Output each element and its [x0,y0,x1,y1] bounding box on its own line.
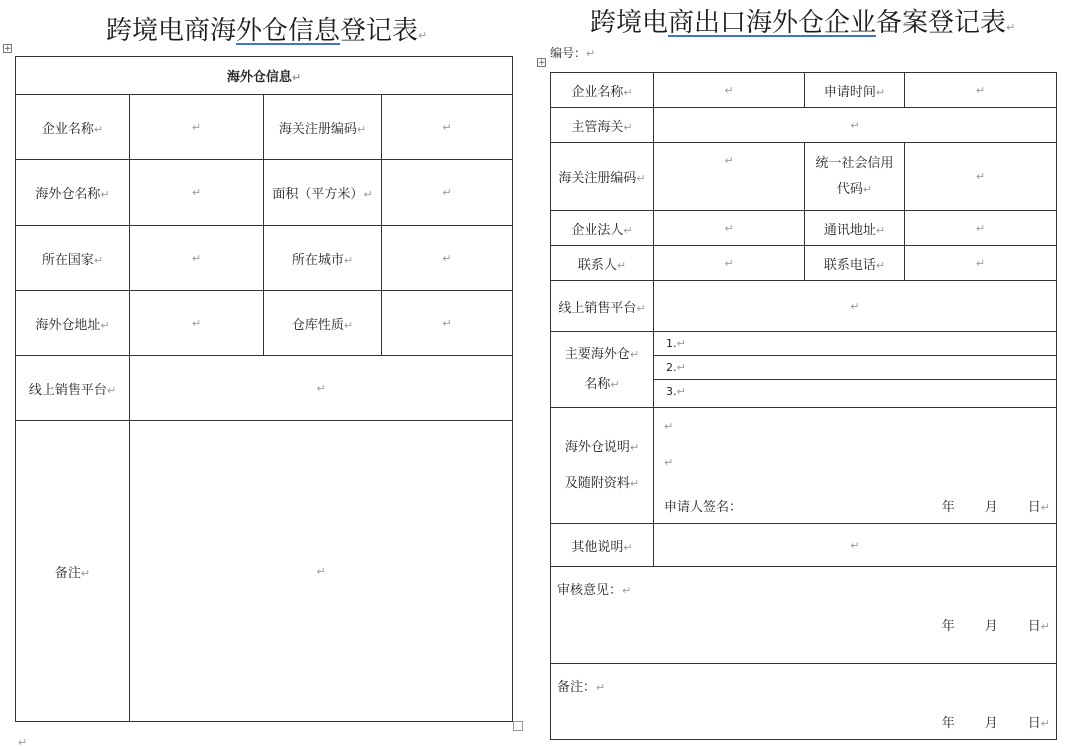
table-move-handle-icon[interactable]: + [4,44,12,54]
value-cell[interactable]: ↵ [382,226,513,291]
remark-date: 年 月 日↵ [941,716,1050,731]
value-cell[interactable]: ↵ [382,95,513,160]
list-item[interactable]: 1.↵ [654,332,1056,356]
left-page [0,0,520,749]
label-cell: 其他说明↵ [551,524,654,567]
warehouse-list-cell [654,332,1057,408]
value-cell[interactable]: ↵ [654,211,805,246]
table-resize-handle-icon[interactable] [513,721,523,731]
value-cell[interactable]: ↵ [654,281,1057,332]
value-cell[interactable]: ↵ [905,73,1057,108]
left-title-prefix: 跨境电商海 [106,16,237,46]
label-cell: 备注↵ [16,421,130,722]
label-cell: 联系电话↵ [805,246,905,281]
label-cell: 海外仓地址↵ [16,291,130,356]
label-cell: 所在国家↵ [16,226,130,291]
label-cell: 企业名称↵ [551,73,654,108]
list-item[interactable]: 3.↵ [666,385,686,398]
description-cell[interactable]: ↵ ↵ 申请人签名： 年 月 日↵ [654,408,1057,524]
label-cell: 线上销售平台↵ [16,356,130,421]
label-cell: 线上销售平台↵ [551,281,654,332]
label-cell: 企业法人↵ [551,211,654,246]
label-cell: 企业名称↵ [16,95,130,160]
remark-cell[interactable]: 备注：↵ 年 月 日↵ [551,664,1057,740]
label-cell: 海关注册编码↵ [264,95,382,160]
paragraph-mark: ↵ [18,736,28,749]
label-cell: 所在城市↵ [264,226,382,291]
value-cell[interactable]: ↵ [905,143,1057,211]
value-cell[interactable]: ↵ [382,291,513,356]
label-cell: 统一社会信用 代码↵ [805,143,905,211]
value-cell[interactable]: ↵ [130,95,264,160]
right-title-suffix: 备案登记表 [876,8,1007,38]
label-cell: 海外仓说明↵ 及随附资料↵ [551,408,654,524]
review-opinion-cell[interactable]: 审核意见：↵ 年 月 日↵ [551,567,1057,664]
label-cell: 联系人↵ [551,246,654,281]
label-cell: 面积（平方米）↵ [264,160,382,226]
warehouse-info-table [15,56,513,722]
review-date: 年 月 日↵ [941,619,1050,634]
label-cell: 主管海关↵ [551,108,654,143]
value-cell[interactable]: ↵ [905,211,1057,246]
list-item[interactable]: 2.↵ [654,356,1056,380]
value-cell[interactable]: ↵ [130,160,264,226]
left-title-underlined: 外仓信息 [236,16,341,46]
paragraph-mark: ↵ [1006,21,1016,34]
label-cell: 海关注册编码↵ [551,143,654,211]
applicant-signature-label: 申请人签名： [664,500,743,515]
value-cell[interactable]: ↵ [654,108,1057,143]
right-title-prefix: 跨境电 [590,8,669,38]
left-title-suffix: 登记表 [340,16,419,46]
value-cell[interactable]: ↵ [654,246,805,281]
value-cell[interactable]: ↵ [905,246,1057,281]
table-move-handle-icon[interactable]: + [538,58,546,68]
table-header-cell: 海外仓信息↵ [16,57,513,95]
label-cell: 申请时间↵ [805,73,905,108]
value-cell[interactable]: ↵ [130,291,264,356]
remark-value-cell[interactable]: ↵ [130,421,513,722]
serial-number-label: 编号：↵ [550,46,596,60]
right-page [532,0,1071,746]
label-cell: 通讯地址↵ [805,211,905,246]
value-cell[interactable]: ↵ [382,160,513,226]
filing-registration-table [550,72,1057,740]
label-cell: 海外仓名称↵ [16,160,130,226]
paragraph-mark: ↵ [418,29,428,42]
value-cell[interactable]: ↵ [130,226,264,291]
right-title [590,2,1015,39]
signature-date: 年 月 日↵ [941,500,1050,515]
label-cell: 仓库性质↵ [264,291,382,356]
right-title-underlined: 商出口海外仓企业 [668,8,877,38]
value-cell[interactable]: ↵ [654,143,805,211]
value-cell[interactable]: ↵ [654,73,805,108]
value-cell[interactable]: ↵ [130,356,513,421]
label-cell: 主要海外仓↵ 名称↵ [551,332,654,408]
left-title [106,10,427,47]
value-cell[interactable]: ↵ [654,524,1057,567]
